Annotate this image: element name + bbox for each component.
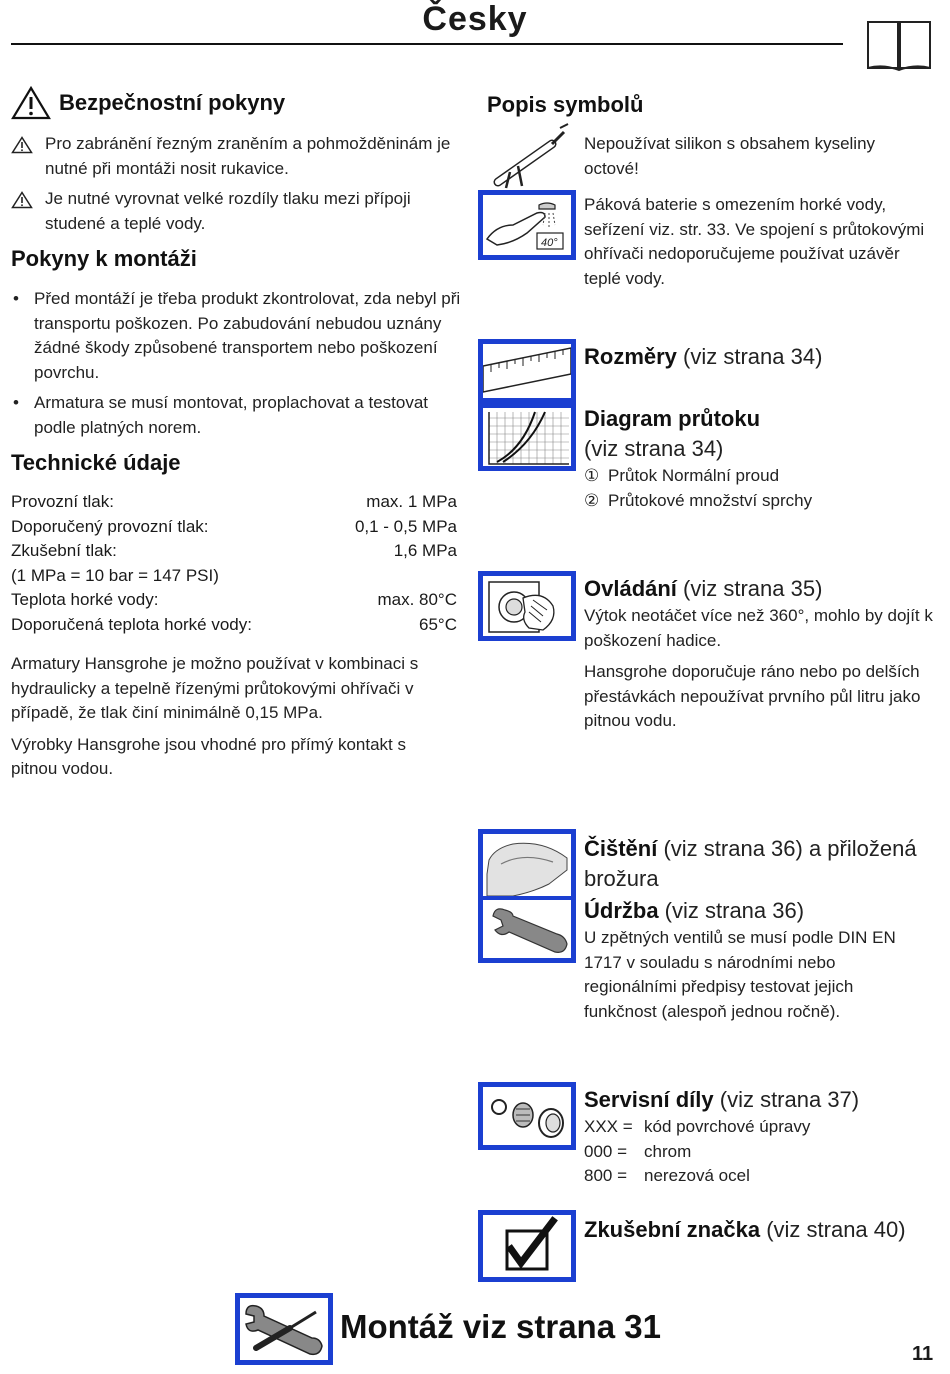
flow-item <box>584 464 924 489</box>
cleaning-maintenance-section <box>584 834 936 1024</box>
maintenance-ref: (viz strana 36) <box>658 898 805 923</box>
technical-section <box>11 450 457 782</box>
cleaning-title: Čištění <box>584 836 658 861</box>
spare-parts-icon <box>478 1082 576 1150</box>
ruler-icon <box>478 339 576 403</box>
parts-section <box>584 1085 924 1189</box>
safety-item <box>11 132 461 181</box>
test-mark-line <box>584 1215 906 1245</box>
lever-temperature-icon <box>478 190 576 260</box>
parts-desc: chrom <box>644 1141 692 1161</box>
dimensions-ref: (viz strana 34) <box>676 344 823 369</box>
mounting-heading: Pokyny k montáži <box>11 246 197 271</box>
parts-row <box>584 1140 924 1165</box>
spec-row <box>11 515 457 540</box>
spec-label: Doporučená teplota horké vody: <box>11 614 252 634</box>
technical-paragraph: Armatury Hansgrohe je možno používat v kombinaci s hydraulicky a tepelně řízenými průtokovými ohřívači v případě, že tlak činí minimálně 0,15 MPa. <box>11 654 419 722</box>
dimensions-title: Rozměry <box>584 344 677 369</box>
book-icon <box>865 16 933 72</box>
page-title: Česky <box>422 0 528 38</box>
spec-table <box>11 490 457 637</box>
spec-label: Teplota horké vody: <box>11 590 159 609</box>
warning-small-icon <box>11 187 45 236</box>
flow-ref: (viz strana 34) <box>584 436 724 461</box>
spec-value: 65°C <box>419 614 457 634</box>
flow-item <box>584 489 924 514</box>
flow-section <box>584 404 924 513</box>
silicone-gun-icon <box>490 122 570 190</box>
operation-ref: (viz strana 35) <box>676 576 823 601</box>
spec-label: Provozní tlak: <box>11 492 114 511</box>
flow-item-number: ② <box>584 490 600 510</box>
cleaning-ref: (viz strana 36) a přiložená brožura <box>584 836 917 891</box>
assembly-text: Montáž viz strana 31 <box>340 1308 661 1345</box>
maintenance-line <box>584 896 936 926</box>
operation-icon <box>478 571 576 641</box>
spec-value: 0,1 - 0,5 MPa <box>354 516 457 536</box>
flow-title-line <box>584 404 924 434</box>
operation-title: Ovládání <box>584 576 677 601</box>
parts-row <box>584 1115 924 1140</box>
parts-row <box>584 1164 924 1189</box>
page-number: 11 <box>912 1343 934 1365</box>
test-mark-ref: (viz strana 40) <box>760 1217 906 1242</box>
operation-text: Hansgrohe doporučuje ráno nebo po delších přestávkách nepoužívat prvního půl litru jako pitnou vodu. <box>584 662 921 730</box>
spec-row <box>11 490 457 515</box>
safety-item-text: Je nutné vyrovnat velké rozdíly tlaku mezi přípoji studené a teplé vody. <box>45 189 411 233</box>
cleaning-line <box>584 834 936 894</box>
title-rule <box>11 43 843 45</box>
parts-ref: (viz strana 37) <box>713 1087 860 1112</box>
operation-section <box>584 574 936 734</box>
cleaning-maintenance-icon <box>478 829 576 963</box>
safety-heading: Bezpečnostní pokyny <box>59 90 286 115</box>
mounting-bullet <box>11 391 461 440</box>
spec-label: Doporučený provozní tlak: <box>11 516 209 536</box>
parts-code: 800 = <box>584 1166 628 1185</box>
flow-item-text: Průtok Normální proud <box>608 466 780 485</box>
maintenance-title: Údržba <box>584 898 659 923</box>
bullet-dot: • <box>13 393 19 412</box>
lever-text: Páková baterie s omezením horké vody, seřízení viz. str. 33. Ve spojení s průtokovými ohřívači nedoporučujeme používat uzávěr teplé vody. <box>584 195 925 288</box>
parts-code: 000 = <box>584 1141 628 1161</box>
parts-code: XXX = <box>584 1117 633 1136</box>
silicone-text: Nepoužívat silikon s obsahem kyseliny octové! <box>584 134 876 178</box>
warning-small-icon <box>11 132 45 181</box>
technical-heading: Technické údaje <box>11 450 181 475</box>
spec-row <box>11 613 457 638</box>
test-mark-title: Zkušební značka <box>584 1217 761 1242</box>
parts-desc: nerezová ocel <box>644 1166 750 1185</box>
mounting-bullet-text: Armatura se musí montovat, proplachovat a testovat podle platných norem. <box>34 393 429 437</box>
operation-title-line <box>584 574 936 604</box>
mounting-section <box>11 246 461 440</box>
bullet-dot: • <box>13 289 19 308</box>
checkmark-icon <box>478 1210 576 1282</box>
spec-label: Zkušební tlak: <box>11 541 117 560</box>
spec-value: max. 80°C <box>377 590 457 609</box>
maintenance-text: U zpětných ventilů se musí podle DIN EN 1717 v souladu s národními nebo regionálními předpisy testovat jejich funkčnost (alespoň jednou ročně). <box>584 928 896 1021</box>
mounting-bullet-text: Před montáží je třeba produkt zkontrolovat, zda nebyl při transportu poškozen. Po zabudování nebudou uznány žádné škody způsobené transportem nebo poškození povrchu. <box>34 289 461 382</box>
dimensions-line <box>584 342 822 372</box>
parts-title: Servisní díly <box>584 1087 714 1112</box>
operation-text: Výtok neotáčet více než 360°, mohlo by dojít k poškození hadice. <box>584 606 933 650</box>
flow-item-text: Průtokové množství sprchy <box>608 490 813 510</box>
safety-section <box>11 86 461 236</box>
technical-paragraph: Výrobky Hansgrohe jsou vhodné pro přímý kontakt s pitnou vodou. <box>11 734 406 778</box>
flow-item-number: ① <box>584 466 600 485</box>
spec-row <box>11 588 457 613</box>
safety-item-text: Pro zabránění řezným zraněním a pohmožděninám je nutné při montáži nosit rukavice. <box>45 134 451 178</box>
safety-item <box>11 187 461 236</box>
spec-value: max. 1 MPa <box>366 492 457 511</box>
flow-title: Diagram průtoku <box>584 406 761 431</box>
spec-row <box>11 564 457 589</box>
warning-icon <box>11 86 51 120</box>
symbols-heading: Popis symbolů <box>487 92 644 117</box>
mounting-bullet <box>11 287 461 385</box>
spec-value: 1,6 MPa <box>393 541 457 560</box>
lever-temp-label: 40° <box>541 237 558 249</box>
spec-label: (1 MPa = 10 bar = 147 PSI) <box>11 565 219 585</box>
spec-row <box>11 539 457 564</box>
parts-title-line <box>584 1085 924 1115</box>
flow-diagram-icon <box>478 403 576 471</box>
tools-icon <box>235 1293 333 1365</box>
parts-desc: kód povrchové úpravy <box>644 1117 811 1136</box>
